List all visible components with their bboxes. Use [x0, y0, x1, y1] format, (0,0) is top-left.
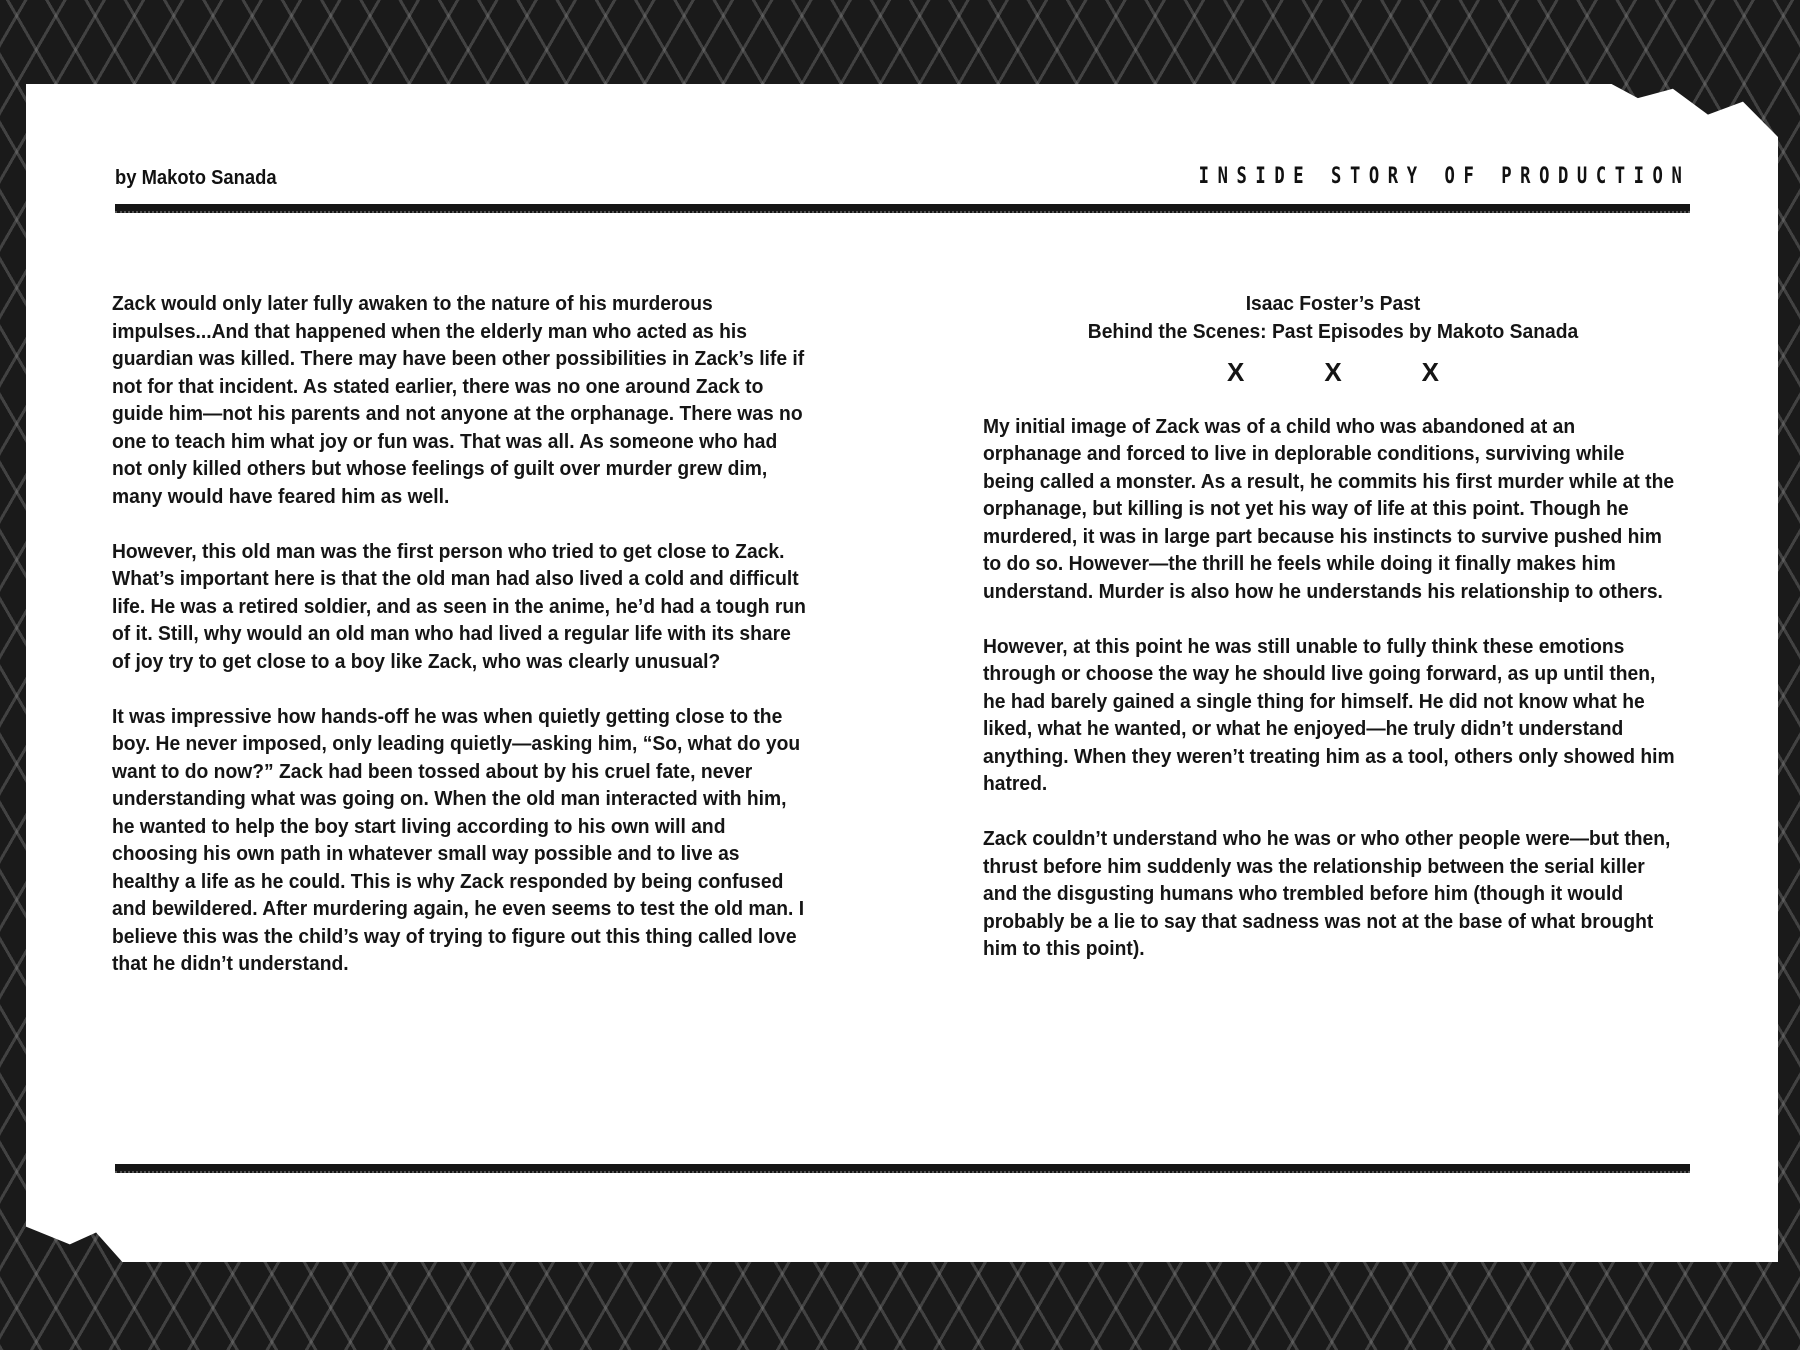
separator-mark-3: X: [1421, 357, 1440, 387]
heading-line-2: Behind the Scenes: Past Episodes by Makoto Sanada: [1087, 319, 1579, 343]
right-paragraph-2: However, at this point he was still unable to fully think these emotions through or choose the way he should live going forward, as up until then, he had barely gained a single thing for himself. He did not know what he liked, what he wanted, or what he enjoyed—he truly didn’t understand anything. When they weren’t treating him as a tool, others only showed him hatred.: [983, 634, 1675, 795]
header-title: INSIDE STORY OF PRODUCTION: [1198, 164, 1690, 189]
section-separator: [983, 359, 1683, 387]
heading-line-1: Isaac Foster’s Past: [1245, 292, 1421, 315]
separator-mark-1: X: [1226, 357, 1245, 387]
right-column: [983, 290, 1703, 990]
bottom-rule: [115, 1164, 1690, 1173]
right-paragraph-1: My initial image of Zack was of a child who was abandoned at an orphanage and forced to live in deplorable conditions, surviving while being called a monster. As a result, he commits his first murder while at the orphanage, but killing is not yet his way of life at this point. Though he murdered, it was in large part because his instincts to survive pushed him to do so. However—the thrill he feels while doing it finally makes him understand. Murder is also how he understands his relationship to others.: [983, 414, 1675, 603]
left-paragraph-2: However, this old man was the first person who tried to get close to Zack. What’s important here is that the old man had also lived a cold and difficult life. He was a retired soldier, and as seen in the anime, he’d had a tough run of it. Still, why would an old man who had lived a regular life with its share of joy try to get close to a boy like Zack, who was clearly unusual?: [112, 539, 806, 673]
left-column: [112, 290, 832, 1005]
header-author: by Makoto Sanada: [115, 167, 277, 189]
left-paragraph-1: Zack would only later fully awaken to the nature of his murderous impulses...And that happened when the elderly man who acted as his guardian was killed. There may have been other possibilities in Zack’s life if not for that incident. As stated earlier, there was no one around Zack to guide him—not his parents and not anyone at the orphanage. There was no one to teach him what joy or fun was. That was all. As someone who had not only killed others but whose feelings of guilt over murder grew dim, many would have feared him as well.: [112, 292, 805, 508]
section-heading: [983, 290, 1683, 345]
right-paragraph-3: Zack couldn’t understand who he was or who other people were—but then, thrust before him suddenly was the relationship between the serial killer and the disgusting humans who trembled before him (though it would probably be a lie to say that sadness was not at the base of what brought him to this point).: [983, 827, 1671, 960]
left-paragraph-3: It was impressive how hands-off he was when quietly getting close to the boy. He never imposed, only leading quietly—asking him, “So, what do you want to do now?” Zack had been tossed about by his cruel fate, never understanding what was going on. When the old man interacted with him, he wanted to help the boy start living according to his own will and choosing his own path in whatever small way possible and to live as healthy a life as he could. This is why Zack responded by being confused and bewildered. After murdering again, he even seems to test the old man. I believe this was the child’s way of trying to figure out this thing called love that he didn’t understand.: [112, 704, 805, 975]
separator-mark-2: X: [1324, 357, 1342, 387]
top-rule: [115, 204, 1690, 213]
